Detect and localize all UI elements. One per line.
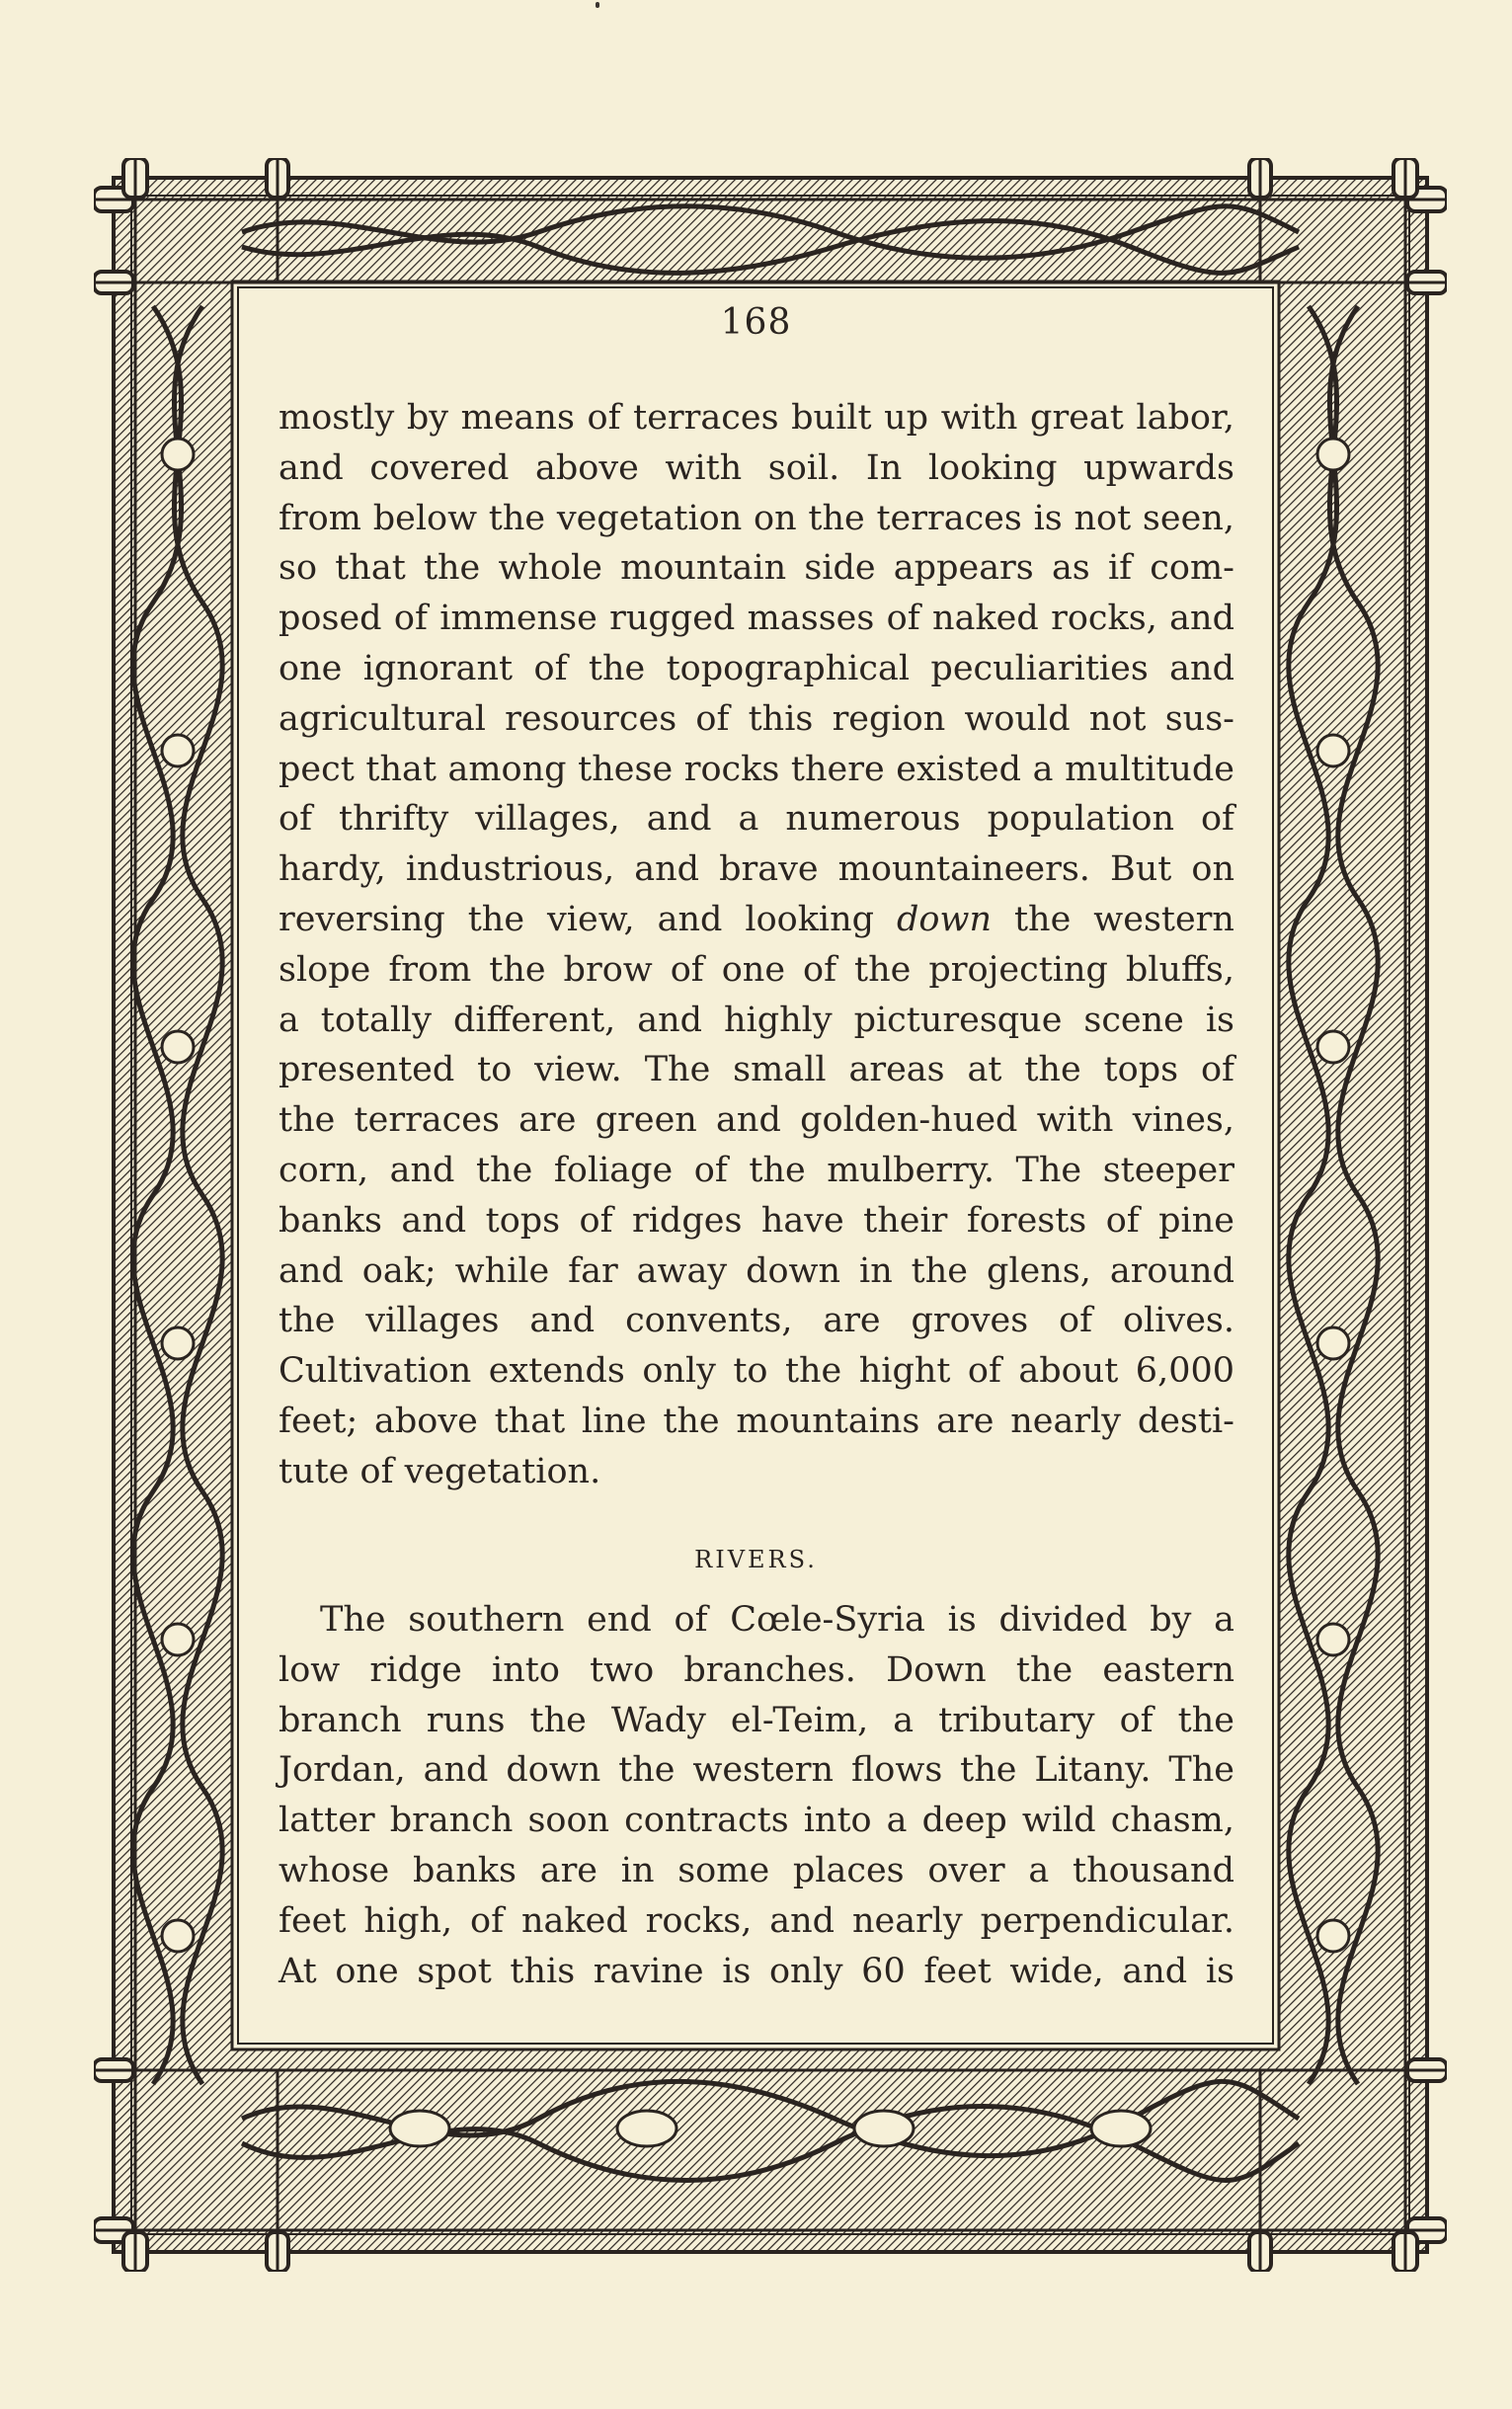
- text-line: Jordan, and down the western flows the Litany. The: [279, 1750, 1234, 1791]
- emphasis-word: down: [897, 899, 993, 939]
- text-line: branch runs the Wady el-Teim, a tributary of the: [279, 1700, 1234, 1740]
- text-line: presented to view. The small areas at the tops of: [279, 1050, 1234, 1090]
- text-line: latter branch soon contracts into a deep wild chasm,: [279, 1801, 1234, 1841]
- text-line: corn, and the foliage of the mulberry. The steeper: [279, 1150, 1234, 1190]
- text-line: pect that among these rocks there existed a multitude: [279, 749, 1234, 789]
- paragraph-rivers: [279, 1595, 1234, 1996]
- text-line: posed of immense rugged masses of naked rocks, and: [279, 599, 1234, 639]
- text-segment: reversing the view, and looking: [279, 899, 875, 939]
- text-line-with-emphasis: [279, 895, 1234, 945]
- text-line: so that the whole mountain side appears as if com-: [279, 548, 1234, 589]
- text-line: a totally different, and highly picturesque scene is: [279, 1000, 1234, 1040]
- text-line: whose banks are in some places over a thousand: [279, 1850, 1234, 1890]
- text-line: Cultivation extends only to the hight of about 6,000: [279, 1351, 1234, 1392]
- text-line: from below the vegetation on the terraces is not seen,: [279, 498, 1234, 538]
- text-line: one ignorant of the topographical peculiarities and: [279, 648, 1234, 688]
- text-line: the villages and convents, are groves of olives.: [279, 1301, 1234, 1341]
- ink-speck: [596, 2, 599, 8]
- text-line: At one spot this ravine is only 60 feet wide, and is: [279, 1951, 1234, 1991]
- text-line: banks and tops of ridges have their forests of pine: [279, 1200, 1234, 1241]
- text-line: the terraces are green and golden-hued with vines,: [279, 1100, 1234, 1141]
- text-line: of thrifty villages, and a numerous population of: [279, 799, 1234, 840]
- text-line: hardy, industrious, and brave mountaineers. But on: [279, 849, 1234, 890]
- text-line: low ridge into two branches. Down the eastern: [279, 1649, 1234, 1690]
- page-number: 168: [720, 302, 792, 343]
- text-line: slope from the brow of one of the projecting bluffs,: [279, 949, 1234, 990]
- text-segment: the western: [1013, 899, 1234, 939]
- text-line: mostly by means of terraces built up with great labor,: [279, 398, 1234, 438]
- text-line: The southern end of Cœle-Syria is divided by a: [320, 1600, 1234, 1640]
- text-line: and covered above with soil. In looking upwards: [279, 447, 1234, 488]
- text-line: agricultural resources of this region would not sus-: [279, 698, 1234, 739]
- text-line: and oak; while far away down in the glens, around: [279, 1250, 1234, 1291]
- text-line: feet; above that line the mountains are nearly desti-: [279, 1401, 1234, 1441]
- section-heading: RIVERS.: [694, 1546, 818, 1573]
- text-line: feet high, of naked rocks, and nearly perpendicular.: [279, 1900, 1234, 1941]
- text-line: tute of vegetation.: [279, 1451, 601, 1491]
- paragraph-terraces: [279, 393, 1234, 1497]
